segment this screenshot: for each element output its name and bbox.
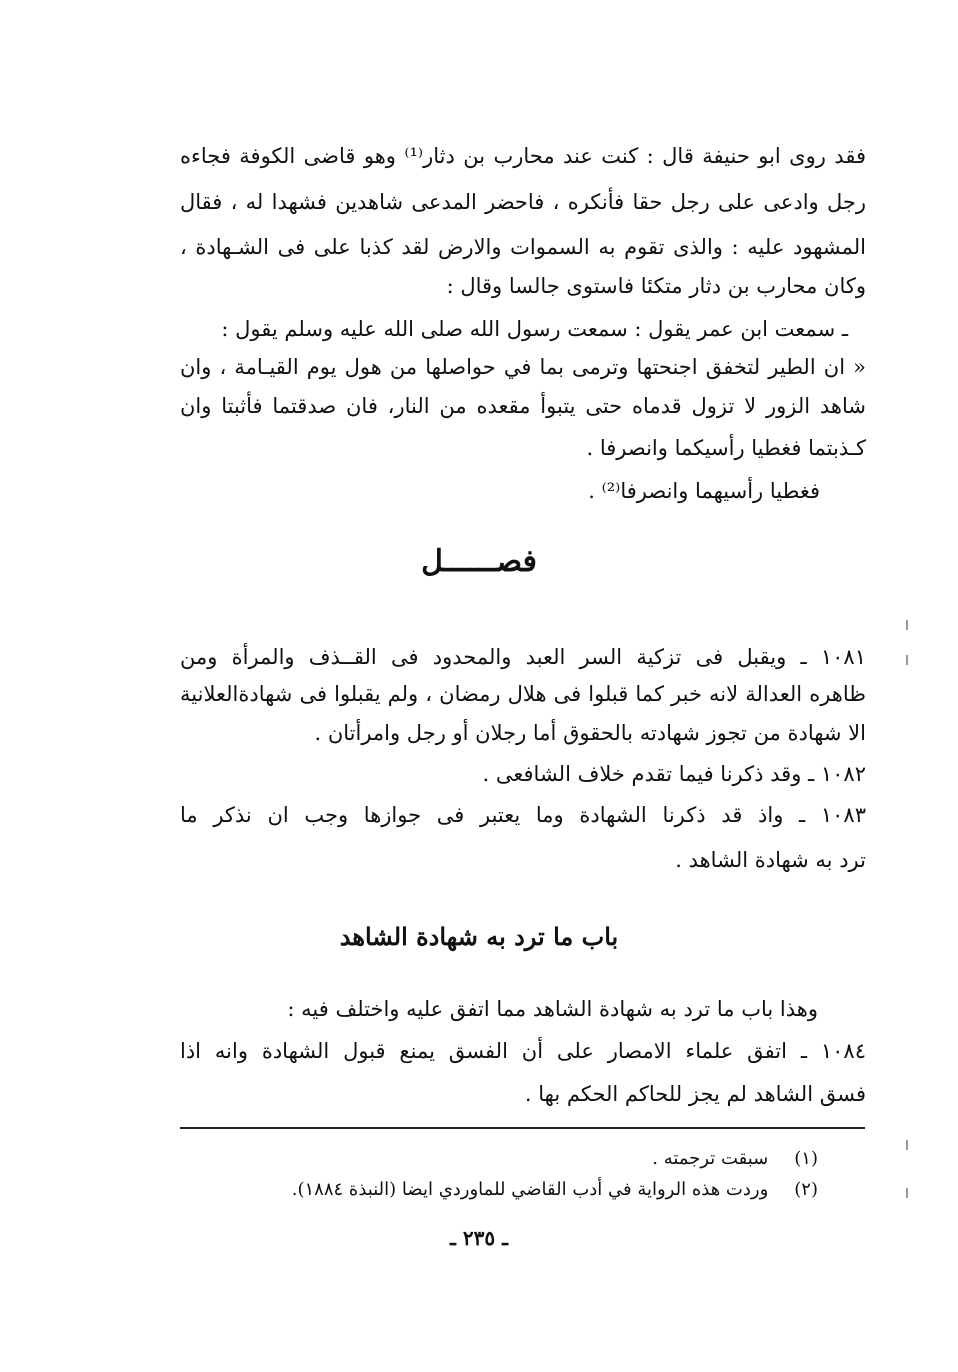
- body-line: فقد روى ابو حنيفة قال : كنت عند محارب بن دثار⁽¹⁾ وهو قاضى الكوفة فجاءه: [180, 144, 866, 168]
- chapter-heading: باب ما ترد به شهادة الشاهد: [339, 922, 619, 951]
- scan-mark: [906, 1188, 908, 1198]
- section-line: الا شهادة من تجوز شهادته بالحقوق أما رجلان أو رجل وامرأتان .: [314, 721, 866, 745]
- body-line: رجل وادعى على رجل حقا فأنكره ، فاحضر المدعى شاهدين فشهدا له ، فقال: [180, 190, 866, 214]
- body-line: المشهود عليه : والذى تقوم به السموات والارض لقد كذبا على فى الشـهادة ،: [180, 235, 866, 259]
- page-number: ـ ٢٣٥ ـ: [450, 1226, 508, 1250]
- footnote-divider: [180, 1127, 865, 1129]
- section-line: ١٠٨١ ـ ويقبل فى تزكية السر العبد والمحدود فى القــذف والمرأة ومن: [180, 645, 866, 669]
- section-line: ترد به شهادة الشاهد .: [675, 848, 866, 872]
- scan-mark: [906, 655, 908, 665]
- footnote-number: (٢): [794, 1179, 818, 1200]
- body-line: كـذبتما فغطيا رأسيكما وانصرفا .: [586, 436, 866, 460]
- chapter-line: وهذا باب ما ترد به شهادة الشاهد مما اتفق عليه واختلف فيه :: [287, 997, 818, 1021]
- chapter-line: ١٠٨٤ ـ اتفق علماء الامصار على أن الفسق يمنع قبول الشهادة وانه اذا: [180, 1039, 866, 1063]
- footnote: [652, 1146, 818, 1172]
- body-line: « ان الطير لتخفق اجنحتها وترمى بما في حواصلها من هول يوم القيـامة ، وان: [180, 355, 866, 379]
- section-heading: فصــــــل: [421, 544, 537, 579]
- scan-mark: [906, 1140, 908, 1150]
- body-line: شاهد الزور لا تزول قدماه حتى يتبوأ مقعده من النار، فان صدقتما فأثبتا وان: [180, 394, 866, 418]
- body-line: وكان محارب بن دثار متكئا فاستوى جالسا وقال :: [446, 274, 866, 298]
- body-line: فغطيا رأسيهما وانصرفا⁽²⁾ .: [588, 479, 820, 503]
- footnote-text: وردت هذه الرواية في أدب القاضي للماوردي ايضا (النبذة ١٨٨٤).: [291, 1179, 769, 1200]
- body-line: ـ سمعت ابن عمر يقول : سمعت رسول الله صلى الله عليه وسلم يقول :: [221, 317, 848, 341]
- footnote-number: (١): [794, 1148, 818, 1169]
- section-line: ظاهره العدالة لانه خبر كما قبلوا فى هلال رمضان ، ولم يقبلوا فى شهادةالعلانية: [180, 682, 866, 706]
- chapter-line: فسق الشاهد لم يجز للحاكم الحكم بها .: [524, 1082, 866, 1106]
- footnote-text: سبقت ترجمته .: [652, 1148, 769, 1169]
- footnote: [292, 1177, 818, 1203]
- scan-mark: [906, 620, 908, 630]
- section-line: ١٠٨٣ ـ واذ قد ذكرنا الشهادة وما يعتبر فى جوازها وجب ان نذكر ما: [180, 803, 866, 827]
- section-line: ١٠٨٢ ـ وقد ذكرنا فيما تقدم خلاف الشافعى .: [482, 762, 866, 786]
